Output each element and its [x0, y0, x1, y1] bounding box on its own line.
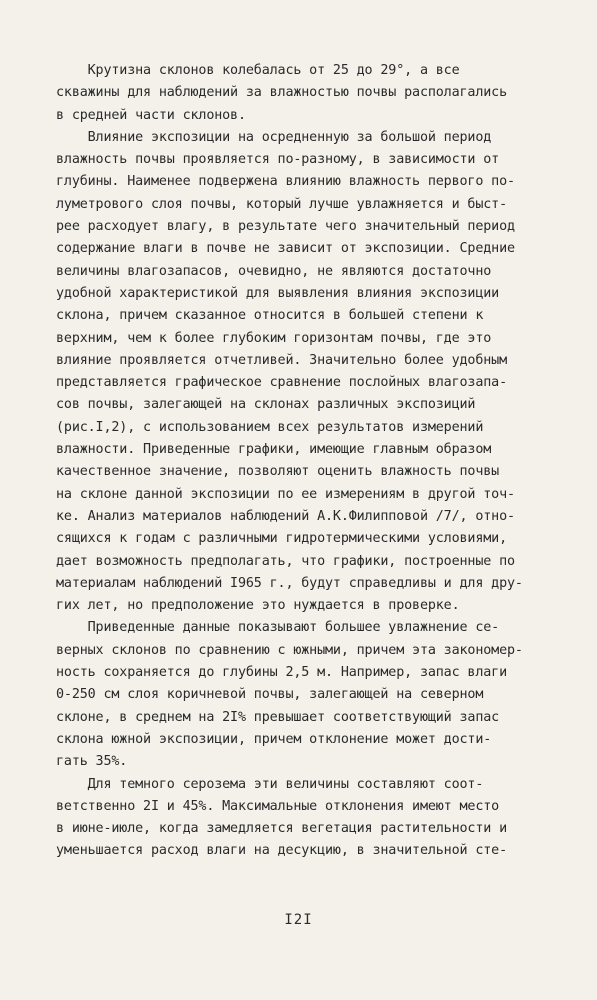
- text-line: гать 35%.: [56, 754, 128, 770]
- text-line: склона южной экспозиции, причем отклонение может дости-: [56, 731, 492, 747]
- text-line: дает возможность предполагать, что графики, построенные по: [56, 553, 515, 569]
- text-line: Приведенные данные показывают большее увлажнение се-: [56, 620, 500, 636]
- text-line: склона, причем сказанное относится в большей степени к: [56, 308, 484, 324]
- text-line: 0-250 см слоя коричневой почвы, залегающей на северном: [56, 687, 484, 703]
- text-line: скважины для наблюдений за влажностью почвы располагались: [56, 85, 507, 101]
- body-text: [56, 60, 566, 863]
- text-line: сящихся к годам с различными гидротермическими условиями,: [56, 531, 507, 547]
- text-line: верхним, чем к более глубоким горизонтам почвы, где это: [56, 330, 492, 346]
- text-line: верных склонов по сравнению с южными, причем эта закономер-: [56, 642, 523, 658]
- text-line: удобной характеристикой для выявления влияния экспозиции: [56, 285, 500, 301]
- text-line: содержание влаги в почве не зависит от экспозиции. Средние: [56, 241, 515, 257]
- text-line: величины влагозапасов, очевидно, не являются достаточно: [56, 263, 492, 279]
- text-line: глубины. Наименее подвержена влиянию влажность первого по-: [56, 174, 515, 190]
- text-line: влажность почвы проявляется по-разному, в зависимости от: [56, 152, 500, 168]
- text-line: влияние проявляется отчетливей. Значительно более удобным: [56, 352, 507, 368]
- text-line: уменьшается расход влаги на десукцию, в значительной сте-: [56, 843, 507, 859]
- text-line: Влияние экспозиции на осредненную за большой период: [56, 129, 492, 145]
- text-line: представляется графическое сравнение послойных влагозапа-: [56, 375, 507, 391]
- text-line: ветственно 2I и 45%. Максимальные отклонения имеют место: [56, 798, 500, 814]
- text-line: влажности. Приведенные графики, имеющие главным образом: [56, 442, 492, 458]
- text-line: (рис.I,2), с использованием всех результатов измерений: [56, 419, 484, 435]
- text-line: ке. Анализ материалов наблюдений А.К.Филипповой /7/, отно-: [56, 508, 515, 524]
- text-line: луметрового слоя почвы, который лучше увлажняется и быст-: [56, 196, 507, 212]
- text-line: в средней части склонов.: [56, 107, 246, 123]
- text-line: гих лет, но предположение это нуждается в проверке.: [56, 598, 460, 614]
- text-line: качественное значение, позволяют оценить влажность почвы: [56, 464, 500, 480]
- text-line: сов почвы, залегающей на склонах различных экспозиций: [56, 397, 476, 413]
- text-line: Для темного серозема эти величины составляют соот-: [56, 776, 484, 792]
- text-line: склоне, в среднем на 2I% превышает соответствующий запас: [56, 709, 500, 725]
- text-line: на склоне данной экспозиции по ее измерениям в другой точ-: [56, 486, 515, 502]
- page-number: I2I: [284, 912, 313, 928]
- text-line: рее расходует влагу, в результате чего значительный период: [56, 219, 515, 235]
- text-line: ность сохраняется до глубины 2,5 м. Например, запас влаги: [56, 665, 507, 681]
- text-line: материалам наблюдений I965 г., будут справедливы и для дру-: [56, 575, 523, 591]
- text-line: Крутизна склонов колебалась от 25 до 29°, а все: [56, 63, 460, 78]
- text-line: в июне-июле, когда замедляется вегетация растительности и: [56, 821, 507, 837]
